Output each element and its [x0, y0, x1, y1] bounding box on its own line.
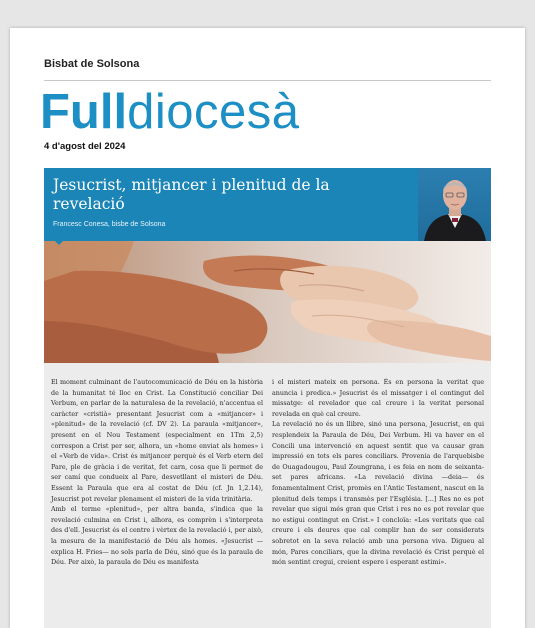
article-headline: Jesucrist, mitjancer i plenitud de la revelació [53, 176, 330, 213]
masthead-light: diocesà [127, 85, 300, 139]
author-portrait [418, 168, 491, 241]
hands-photo [44, 241, 491, 363]
photo-pointer [54, 240, 64, 245]
article-body [44, 363, 491, 628]
article-byline: Francesc Conesa, bisbe de Solsona [53, 221, 166, 228]
article-column-2 [272, 377, 484, 568]
article-column-1 [51, 377, 263, 568]
newsletter-page [10, 28, 525, 628]
author-portrait-image [418, 168, 491, 241]
col1-paragraph: El moment culminant de l'autocomunicació de Déu en la història de la humanitat té lloc en Crist. La Constitució conciliar Dei Verbum, en parlar de la naturalesa de la revelació, n'accentua el caràcter «cristià» presentant Jesucrist com a «mitjancer» i «plenitud» de la revelació (cf. DV 2). La paraula «mitjancer», present en el Nou Testament (especialment en 1Tm 2,5) correspon a Crist per ser, alhora, un «home enviat als homes» i el «Verb de vida». Crist és mitjancer perquè és el Verb etern del Pare, ple de gràcia i de veritat, fet carn, cosa que li permet de ser camí que condueix al Pare, desvetllant el misteri de Déu. Essent la Paraula que era al costat de Déu (cf. Jn 1,2.14), Jesucrist pot revelar plenament el misteri de la vida trinitària. [51, 378, 263, 503]
masthead-logo [40, 84, 300, 140]
hands-photo-image [44, 241, 491, 363]
col2-paragraph: La revelació no és un llibre, sinó una persona, Jesucrist, en qui resplendeix la Paraula de Déu, Dei Verbum. Hi va haver en el Concili una intervenció en aquest sentit que va causar gran impressió en tots els pares conciliars. Provenia de l'arquebisbe de Ouagadougou, Paul Zoungrana, i es feia en nom de seixanta-set pares africans. «La revelació divina —deia— és fonamentalment Crist, promès en l'Antic Testament, nascut en la plenitud dels temps i transmès per l'Església. [...] Res no es pot revelar que sigui més gran que Crist i res no es pot revelar que no estigui contingut en Crist.» I concloïa: «Les veritats que cal creure i els deures que cal complir han de ser considerats sobretot en la seva relació amb una persona viva. Digueu al món, Pares conciliars, que la divina revelació és Crist perquè el món sentint cregui, creient espere i esperant estimi». [272, 420, 484, 567]
col2-paragraph: i el misteri mateix en persona. És en persona la veritat que anuncia i predica.» Jesucrist és el missatger i el contingut del missatge: el revelador que cal creure i la veritat personal revelada en què cal creure. [272, 378, 484, 418]
masthead-bold: Full [40, 85, 128, 139]
col1-paragraph: Amb el terme «plenitud», per altra banda, s'indica que la revelació culmina en Crist i, alhora, es comprèn i s'interpreta des d'ell. Jesucrist és el centre i vèrtex de la revelació i, per això, la mesura de la manifestació de Déu als homes. «Jesucrist —explica H. Fries— no sols parla de Déu, sinó que és la paraula de Déu. Per això, la paraula de Déu es manifesta [51, 505, 263, 567]
publisher-name: Bisbat de Solsona [44, 58, 140, 70]
article-banner [44, 168, 491, 241]
header-divider [44, 80, 491, 81]
issue-date: 4 d'agost del 2024 [44, 141, 126, 152]
